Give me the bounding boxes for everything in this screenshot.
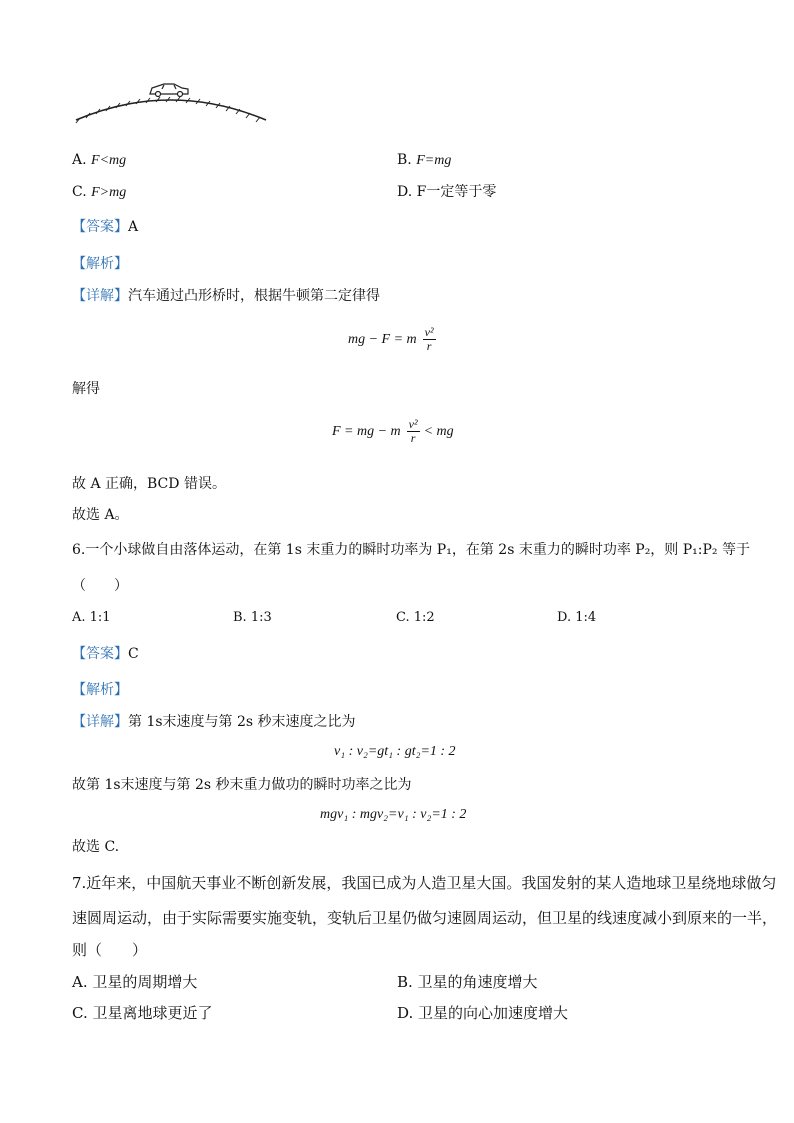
q7-option-a[interactable]: A. 卫星的周期增大 (72, 973, 198, 991)
q6-option-b[interactable]: B. 1:3 (233, 610, 272, 625)
q6-stem-line-1: 6.一个小球做自由落体运动，在第 1s 末重力的瞬时功率为 P₁，在第 2s 末重力的瞬时功率 P₂，则 P₁:P₂ 等于 (72, 542, 750, 558)
car-icon (150, 84, 188, 97)
q7-option-b[interactable]: B. 卫星的角速度增大 (397, 973, 538, 991)
q6-text-2: 故第 1s末速度与第 2s 秒末重力做功的瞬时功率之比为 (72, 777, 412, 793)
q6-analysis-tag: 【解析】 (72, 682, 128, 698)
q6-equation-1: v₁ : v₂=gt₁ : gt₂=1 : 2 (334, 744, 456, 759)
q7-option-c[interactable]: C. 卫星离地球更近了 (72, 1004, 213, 1022)
q6-equation-2: mgv₁ : mgv₂=v₁ : v₂=1 : 2 (320, 807, 467, 822)
q5-answer: 【答案】A (72, 219, 139, 235)
q6-conclusion: 故选 C. (72, 839, 120, 855)
q5-analysis-tag: 【解析】 (72, 256, 128, 272)
q7-stem-line-1: 7.近年来，中国航天事业不断创新发展，我国已成为人造卫星大国。我国发射的某人造地球卫星绕地球做匀 (72, 874, 777, 892)
q5-option-c-text: F>mg (91, 185, 127, 200)
q6-stem-line-2: （ ） (72, 578, 128, 594)
q5-conclusion-2: 故选 A。 (72, 507, 129, 523)
q5-equation-2: F = mg − m $\frac{\text{v²}}{r}$ < mg (332, 417, 454, 445)
q7-stem-line-2: 速圆周运动，由于实际需要实施变轨，变轨后卫星仍做匀速圆周运动，但卫星的线速度减小到原来的一半， (72, 909, 778, 927)
q6-answer: 【答案】C (72, 646, 139, 662)
q7-option-d[interactable]: D. 卫星的向心加速度增大 (397, 1004, 569, 1022)
q5-option-b-text: F=mg (416, 153, 452, 168)
q5-option-c[interactable]: C. F>mg (72, 184, 127, 200)
q5-conclusion-1: 故 A 正确，BCD 错误。 (72, 476, 226, 492)
q6-option-a[interactable]: A. 1:1 (72, 610, 111, 625)
q5-option-b[interactable]: B. F=mg (397, 152, 452, 168)
q5-option-a-text: F<mg (91, 153, 127, 168)
q6-option-d[interactable]: D. 1:4 (557, 610, 597, 625)
convex-bridge-figure (70, 78, 276, 128)
q5-equation-1: mg − F = m $\frac{\text{v²}}{r}$ (348, 325, 434, 353)
q5-solve-text: 解得 (72, 381, 100, 397)
q5-detail: 【详解】汽车通过凸形桥时，根据牛顿第二定律得 (72, 288, 380, 304)
q6-option-c[interactable]: C. 1:2 (396, 610, 435, 625)
q5-option-d-text: F一定等于零 (416, 184, 497, 200)
q7-stem-line-3: 则（ ） (72, 941, 148, 959)
q6-detail: 【详解】第 1s末速度与第 2s 秒末速度之比为 (72, 714, 356, 730)
q5-option-d[interactable]: D. F一定等于零 (397, 184, 497, 200)
q5-option-a[interactable]: A. F<mg (72, 152, 127, 168)
